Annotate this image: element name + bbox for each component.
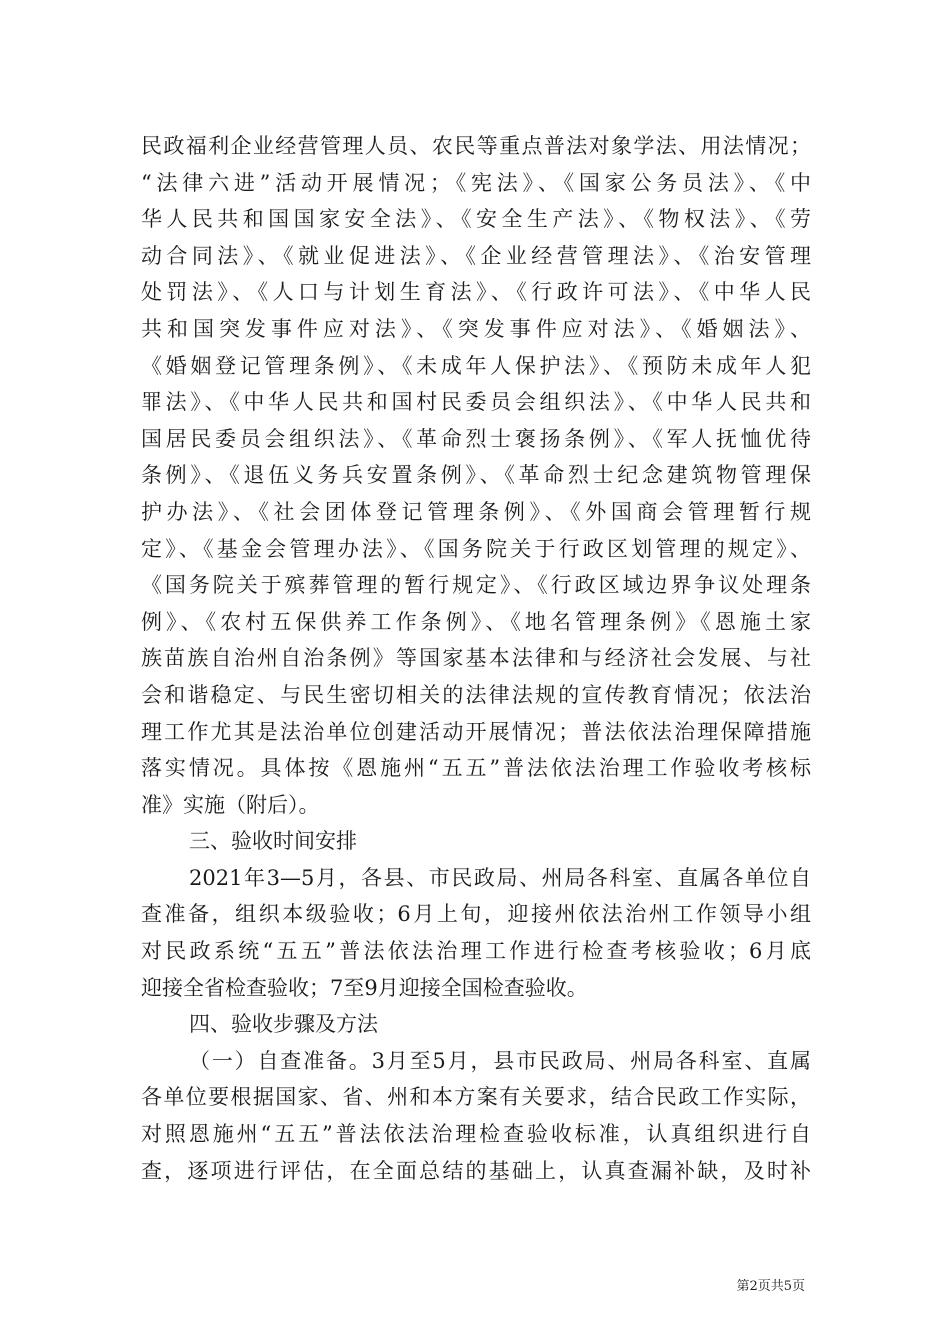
text-line: 《婚姻登记管理条例》、《未成年人保护法》、《预防未成年人犯 (141, 353, 811, 378)
text-line: 共和国突发事件应对法》、《突发事件应对法》、《婚姻法》、 (141, 316, 811, 341)
text-line: 动合同法》、《就业促进法》、《企业经营管理法》、《治安管理 (141, 243, 811, 268)
section-heading: 三、验收时间安排 (189, 829, 357, 854)
text-line: 对民政系统“五五”普法依法治理工作进行检查考核验收；6月底 (141, 939, 811, 964)
text-line: 条例》、《退伍义务兵安置条例》、《革命烈士纪念建筑物管理保 (141, 463, 811, 488)
text-line: 落实情况。具体按《恩施州“五五”普法依法治理工作验收考核标 (141, 756, 811, 781)
text-line: 族苗族自治州自治条例》等国家基本法律和与经济社会发展、与社 (141, 646, 811, 671)
text-line: 查，逐项进行评估，在全面总结的基础上，认真查漏补缺，及时补 (141, 1158, 811, 1183)
text-line: 《国务院关于殡葬管理的暂行规定》、《行政区域边界争议处理条 (141, 573, 811, 598)
text-line: 例》、《农村五保供养工作条例》、《地名管理条例》《恩施土家 (141, 609, 811, 634)
text-line: 会和谐稳定、与民生密切相关的法律法规的宣传教育情况；依法治 (141, 682, 811, 707)
text-line: 各单位要根据国家、省、州和本方案有关要求，结合民政工作实际， (141, 1085, 811, 1110)
text-line: 迎接全省检查验收；7至9月迎接全国检查验收。 (141, 975, 588, 1000)
text-line: 对照恩施州“五五”普法依法治理检查验收标准，认真组织进行自 (141, 1122, 811, 1147)
text-line: 华人民共和国国家安全法》、《安全生产法》、《物权法》、《劳 (141, 207, 811, 232)
text-line: 查准备，组织本级验收；6月上旬，迎接州依法治州工作领导小组 (141, 902, 811, 927)
text-line: 民政福利企业经营管理人员、农民等重点普法对象学法、用法情况； (141, 134, 811, 158)
section-heading: 四、验收步骤及方法 (189, 1012, 378, 1037)
body-text (141, 128, 811, 1189)
text-line: 罪法》、《中华人民共和国村民委员会组织法》、《中华人民共和 (141, 390, 811, 415)
text-line: 理工作尤其是法治单位创建活动开展情况；普法依法治理保障措施 (141, 719, 811, 744)
text-line: 国居民委员会组织法》、《革命烈士褒扬条例》、《军人抚恤优待 (141, 426, 811, 451)
text-line: 定》、《基金会管理办法》、《国务院关于行政区划管理的规定》、 (141, 536, 811, 561)
text-line: 2021年3—5月，各县、市民政局、州局各科室、直属各单位自 (189, 865, 811, 890)
text-line: 护办法》、《社会团体登记管理条例》、《外国商会管理暂行规 (141, 499, 811, 524)
text-line: 处罚法》、《人口与计划生育法》、《行政许可法》、《中华人民 (141, 280, 811, 305)
text-line: （一）自查准备。3月至5月，县市民政局、州局各科室、直属 (189, 1048, 811, 1073)
text-line: “法律六进”活动开展情况；《宪法》、《国家公务员法》、《中 (141, 170, 811, 195)
page-number: 第2页共5页 (736, 1279, 805, 1294)
text-line: 准》实施（附后）。 (141, 792, 320, 817)
